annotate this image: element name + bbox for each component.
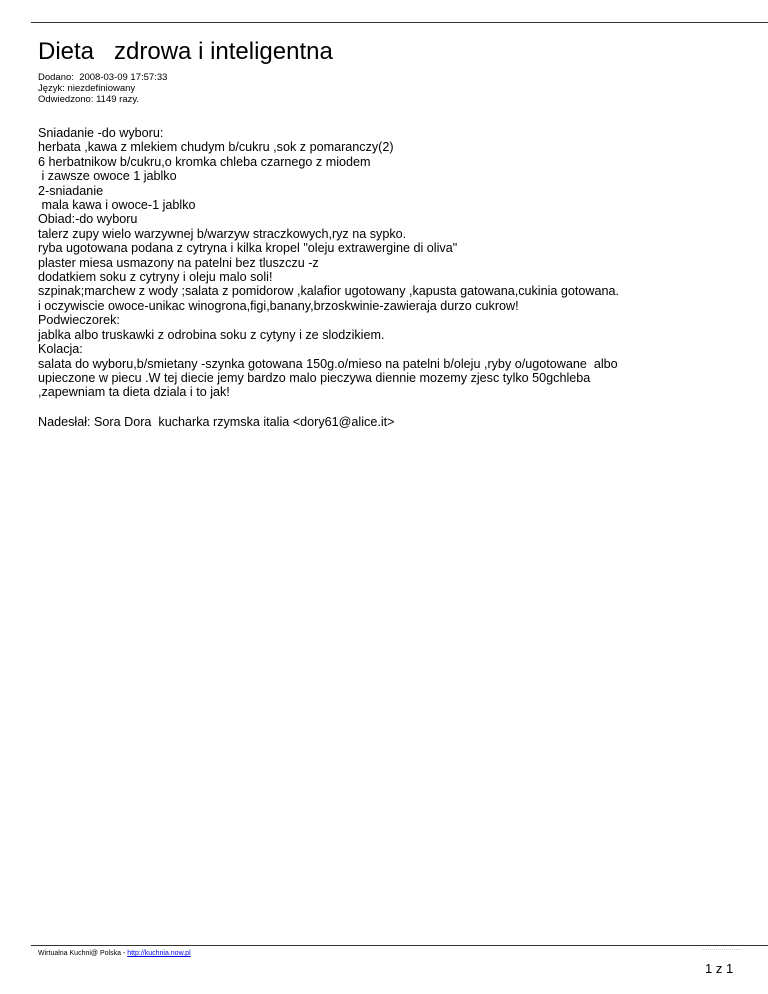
footer <box>38 949 191 958</box>
footer-site-name: Wirtualna Kuchni@ Polska - <box>38 950 128 957</box>
sender-line: Nadesłał: Sora Dora kucharka rzymska italia <dory61@alice.it> <box>38 415 395 429</box>
body-line: i zawsze owoce 1 jablko <box>38 169 177 184</box>
body-line: dodatkiem soku z cytryny i oleju malo soli! <box>38 270 273 285</box>
body-line: mala kawa i owoce-1 jablko <box>38 198 196 213</box>
body-line: i oczywiscie owoce-unikac winogrona,figi,banany,brzoskwinie-zawieraja durzo cukrow! <box>38 298 519 313</box>
body-line: ,zapewniam ta dieta dziala i to jak! <box>38 385 230 400</box>
body-line: Obiad:-do wyboru <box>38 212 138 227</box>
article-meta <box>38 72 167 105</box>
top-divider <box>31 22 768 23</box>
article-body <box>38 126 619 400</box>
body-line: talerz zupy wielo warzywnej b/warzyw straczkowych,ryz na sypko. <box>38 226 407 241</box>
body-line: salata do wyboru,b/smietany -szynka gotowana 150g.o/mieso na patelni b/oleju ,ryby o/ugotowane albo <box>38 356 618 371</box>
page-title: Dieta zdrowa i inteligentna <box>38 38 333 65</box>
language: Język: niezdefiniowany <box>38 83 136 94</box>
footer-site-link[interactable]: http://kuchnia.now.pl <box>127 950 191 957</box>
body-line: szpinak;marchew z wody ;salata z pomidorow ,kalafior ugotowany ,kapusta gatowana,cukinia gotowana. <box>38 284 620 299</box>
page-number: 1 z 1 <box>705 961 734 976</box>
body-line: Podwieczorek: <box>38 313 120 328</box>
body-line: herbata ,kawa z mlekiem chudym b/cukru ,sok z pomaranczy(2) <box>38 140 394 155</box>
visit-count: Odwiedzono: 1149 razy. <box>38 94 140 105</box>
body-line: Kolacja: <box>38 342 83 357</box>
body-line: 2-sniadanie <box>38 183 104 198</box>
body-line: jablka albo truskawki z odrobina soku z cytyny i ze slodzikiem. <box>38 327 385 342</box>
footer-faint-mark <box>703 949 741 951</box>
body-line: Sniadanie -do wyboru: <box>38 126 164 140</box>
body-line: upieczone w piecu .W tej diecie jemy bardzo malo pieczywa diennie mozemy zjesc tylko 50gchleba <box>38 370 591 385</box>
body-line: plaster miesa usmazony na patelni bez tluszczu -z <box>38 255 319 270</box>
body-line: ryba ugotowana podana z cytryna i kilka kropel "oleju extrawergine di oliva" <box>38 241 458 256</box>
body-line: 6 herbatnikow b/cukru,o kromka chleba czarnego z miodem <box>38 154 371 169</box>
bottom-divider <box>31 945 768 946</box>
date-added: Dodano: 2008-03-09 17:57:33 <box>38 72 168 83</box>
